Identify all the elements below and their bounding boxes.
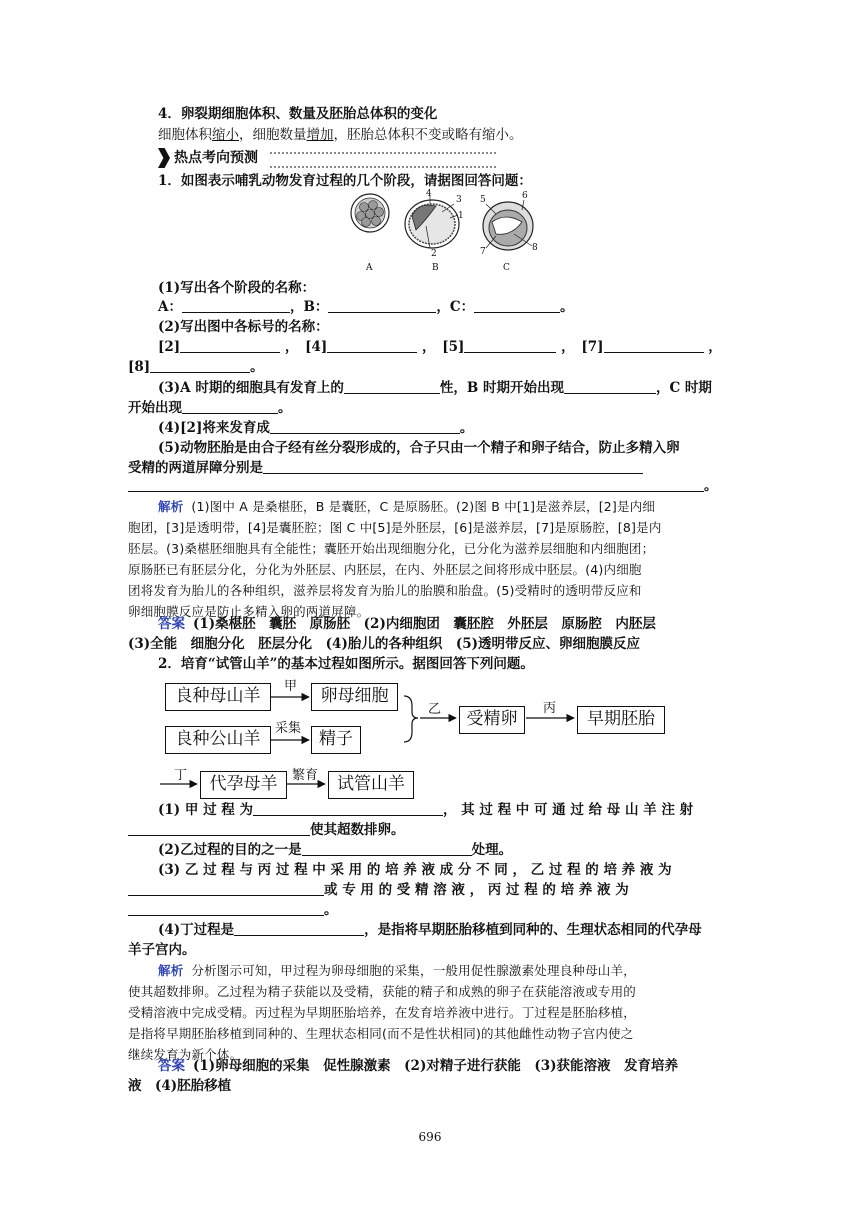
answer-label: 答案 — [158, 1058, 185, 1074]
figure-number-6: 6 — [522, 191, 528, 201]
banner-divider — [270, 152, 496, 168]
arrow-label-ding: 丁 — [174, 768, 188, 783]
q2-part4: (4)丁过程是 ，是指将早期胚胎移植到同种的、生理状态相同的代孕母 — [158, 922, 702, 938]
figure-number-2: 2 — [431, 249, 437, 259]
gastrula-drawing — [483, 200, 533, 250]
q1-analysis-line3: 胚层。(3)桑椹胚细胞具有全能性；囊胚开始出现细胞分化，已分化为滋养层细胞和内细胞团； — [128, 541, 655, 556]
q1-analysis-line1: 解析 (1)图中 A 是桑椹胚，B 是囊胚，C 是原肠胚。(2)图 B 中[1]是滋养层，[2]是内细 — [158, 499, 656, 514]
figure-number-1: 1 — [458, 211, 464, 221]
q2-part3-line2: 或 专 用 的 受 精 溶 液 ， 丙 过 程 的 培 养 液 为 — [128, 880, 735, 900]
q2-part1-line2: 使其超数排卵。 — [128, 820, 735, 840]
figure-label-a: A — [366, 263, 373, 273]
q1-part2-line2: [8] 。 — [128, 359, 264, 375]
q1-part5-line3: 。 — [128, 476, 735, 496]
q1-part4: (4)[2]将来发育成 。 — [158, 420, 474, 436]
flow-box-oocyte: 卵母细胞 — [311, 683, 398, 711]
q2-answer-line2: 液 (4)胚胎移植 — [128, 1078, 232, 1094]
q1-analysis-line5: 团将发育为胎儿的各种组织，滋养层将发育为胎儿的胎膜和胎盘。(5)受精时的透明带反应和 — [128, 583, 642, 598]
flow-box-early-embryo: 早期胚胎 — [577, 706, 665, 734]
arrow-label-yi: 乙 — [428, 702, 442, 717]
q1-answer-line2: (3)全能 细胞分化 胚层分化 (4)胎儿的各种组织 (5)透明带反应、卵细胞膜反应 — [128, 636, 641, 652]
flow-box-test-tube-goat: 试管山羊 — [328, 771, 414, 799]
section-heading: 4．卵裂期细胞体积、数量及胚胎总体积的变化 — [158, 106, 438, 122]
q2-part4-line2: 羊子宫内。 — [128, 942, 196, 958]
figure-label-c: C — [503, 263, 510, 273]
section-body: 细胞体积缩小，细胞数量增加，胚胎总体积不变或略有缩小。 — [158, 127, 523, 143]
banner-arrow-icon — [158, 148, 170, 168]
analysis-label: 解析 — [158, 499, 184, 514]
flow-box-ram: 良种公山羊 — [165, 726, 271, 754]
q1-part3-line2: 开始出现 。 — [128, 400, 292, 416]
figure-number-4: 4 — [426, 189, 432, 199]
arrow-label-jia: 甲 — [284, 679, 298, 694]
figure-number-8: 8 — [532, 243, 538, 253]
q1-analysis-line6: 卵细胞膜反应是防止多精入卵的两道屏障。 — [128, 604, 370, 619]
q1-stem: 1．如图表示哺乳动物发育过程的几个阶段，请据图回答问题： — [158, 173, 532, 189]
embryo-stages-figure — [346, 190, 536, 278]
banner-title: 热点考向预测 — [174, 150, 258, 166]
q2-analysis-line2: 使其超数排卵。乙过程为精子获能以及受精，获能的精子和成熟的卵子在获能溶液或专用的 — [128, 984, 637, 999]
morula-drawing — [351, 194, 389, 232]
analysis-label: 解析 — [158, 963, 184, 978]
figure-number-5: 5 — [480, 195, 486, 205]
q1-analysis-line4: 原肠胚已有胚层分化，分化为外胚层、内胚层，在内、外胚层之间将形成中胚层。(4)内细胞 — [128, 562, 642, 577]
q1-analysis-line2: 胞团，[3]是透明带，[4]是囊胚腔；图 C 中[5]是外胚层，[6]是滋养层，[7]是原肠腔，[8]是内 — [128, 520, 662, 535]
q2-part3-line1: (3) 乙 过 程 与 丙 过 程 中 采 用 的 培 养 液 成 分 不 同 ， 乙 过 程 的 培 养 液 为 — [158, 862, 672, 878]
flow-box-sperm: 精子 — [311, 726, 361, 754]
page-number: 696 — [418, 1130, 442, 1144]
blastocyst-drawing — [405, 196, 459, 248]
q2-analysis-line4: 是指将早期胚胎移植到同种的、生理状态相同(而不是性状相同)的其他雌性动物子宫内使之 — [128, 1026, 634, 1041]
arrow-label-breed: 繁育 — [292, 768, 319, 783]
hot-topic-banner — [158, 147, 518, 169]
q1-part3: (3)A 时期的细胞具有发育上的 性，B 时期开始出现 ，C 时期 — [158, 380, 712, 396]
figure-label-b: B — [432, 263, 439, 273]
q1-part1: (1)写出各个阶段的名称： — [158, 280, 316, 296]
q2-answer-line1: 答案 (1)卵母细胞的采集 促性腺激素 (2)对精子进行获能 (3)获能溶液 发育培养 — [158, 1058, 679, 1074]
q2-analysis-line1: 解析 分析图示可知，甲过程为卵母细胞的采集，一般用促性腺激素处理良种母山羊， — [158, 963, 636, 978]
q1-part1-blanks: A： ，B： ，C： 。 — [158, 299, 574, 315]
q2-part3-line3: 。 — [128, 900, 735, 920]
q2-stem: 2．培育“试管山羊”的基本过程如图所示。据图回答下列问题。 — [158, 656, 534, 672]
flow-box-surrogate: 代孕母羊 — [200, 771, 287, 799]
q2-part2: (2)乙过程的目的之一是 处理。 — [158, 842, 513, 858]
flow-box-zygote: 受精卵 — [459, 706, 525, 734]
answer-label: 答案 — [158, 616, 185, 632]
arrow-label-collect: 采集 — [275, 721, 302, 736]
q2-part1: (1) 甲 过 程 为 ， 其 过 程 中 可 通 过 给 母 山 羊 注 射 — [158, 802, 694, 818]
q1-part5-line2: 受精的两道屏障分别是 — [128, 458, 735, 478]
q1-answer-line1: 答案 (1)桑椹胚 囊胚 原肠胚 (2)内细胞团 囊胚腔 外胚层 原肠腔 内胚层 — [158, 616, 656, 632]
arrow-label-bing: 丙 — [543, 701, 557, 716]
q2-analysis-line5: 继续发育为新个体。 — [128, 1047, 243, 1062]
flow-box-ewe: 良种母山羊 — [165, 683, 271, 711]
q2-analysis-line3: 受精溶液中完成受精。丙过程为早期胚胎培养，在发育培养液中进行。丁过程是胚胎移植， — [128, 1005, 637, 1020]
q1-part5-line1: (5)动物胚胎是由合子经有丝分裂形成的，合子只由一个精子和卵子结合，防止多精入卵 — [158, 440, 680, 456]
q1-part2-blanks: [2] ， [4] ， [5] ， [7] ， — [158, 339, 722, 355]
q1-part2: (2)写出图中各标号的名称： — [158, 319, 329, 335]
figure-number-7: 7 — [480, 247, 486, 257]
figure-number-3: 3 — [456, 195, 462, 205]
